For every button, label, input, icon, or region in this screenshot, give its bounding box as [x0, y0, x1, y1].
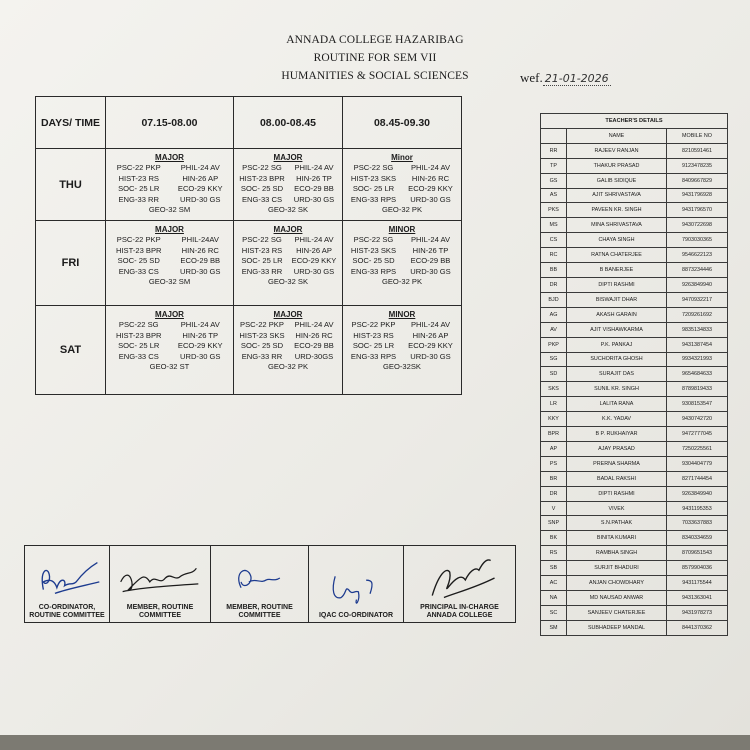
subject-entry: PSC-22 SG	[353, 235, 394, 244]
subject-entry: HIN-26 RC	[295, 330, 333, 340]
teacher-mobile: 9470932217	[667, 292, 728, 307]
subject-entry: PHIL-24 AV	[180, 320, 220, 329]
subject-entry: HIST-23 SKS	[350, 173, 397, 183]
subject-entry: HIST-23 BPR	[115, 245, 162, 255]
table-surface	[0, 735, 750, 750]
signature-label-1b: ROUTINE COMMITTEE	[29, 612, 105, 619]
subject-entry: URD-30GS	[294, 351, 334, 361]
subject-entry: ENG-33 CS	[118, 266, 159, 276]
teacher-name: BISWAJIT DHAR	[567, 292, 667, 307]
subject-entry: SOC- 25 LR	[118, 341, 160, 350]
subject-entry: PSC-22 PKP	[240, 320, 284, 329]
teacher-name: RAMBHA SINGH	[567, 546, 667, 561]
teacher-code: MS	[541, 218, 567, 233]
teacher-code: SC	[541, 605, 567, 620]
routine-cell	[343, 221, 462, 306]
subject-entry: PHIL-24 AV	[294, 320, 334, 329]
subject-entry: SOC- 25 SD	[352, 256, 395, 265]
signature-label-5a: PRINCIPAL IN-CHARGE	[420, 604, 499, 611]
subject-entry: GEO-32 PK	[267, 362, 309, 371]
subject-entry: URD-30 GS	[410, 266, 451, 276]
routine-cell	[234, 149, 343, 221]
teacher-code: GS	[541, 173, 567, 188]
course-type: MAJOR	[273, 225, 303, 234]
teacher-row	[541, 605, 728, 620]
teacher-mobile: 9654684633	[667, 367, 728, 382]
teacher-row	[541, 233, 728, 248]
subject-entry: URD-30 GS	[293, 194, 335, 204]
teacher-mobile: 9472777045	[667, 427, 728, 442]
teacher-mobile: 8271744454	[667, 471, 728, 486]
corner-header: DAYS/ TIME	[36, 97, 106, 149]
teacher-code: RC	[541, 248, 567, 263]
teacher-code: RS	[541, 546, 567, 561]
routine-cell	[106, 306, 234, 395]
teacher-row	[541, 620, 728, 635]
teacher-row	[541, 591, 728, 606]
teacher-mobile: 9430742720	[667, 412, 728, 427]
routine-cell	[343, 306, 462, 395]
teacher-code: SG	[541, 352, 567, 367]
subject-entry: PSC-22 SG	[242, 163, 282, 172]
teacher-row	[541, 382, 728, 397]
subject-entry: ECO-29 KKY	[177, 341, 223, 350]
signature-label-5b: ANNADA COLLEGE	[426, 612, 493, 619]
subject-entry: HIST-23 RS	[241, 245, 283, 255]
subject-entry: ECO-29 KKY	[408, 184, 453, 193]
routine-row	[36, 221, 462, 306]
teacher-name: SUBHADEEP MANDAL	[567, 620, 667, 635]
teacher-code: PS	[541, 456, 567, 471]
subject-entry: URD-30 GS	[410, 194, 451, 204]
teacher-row	[541, 352, 728, 367]
teacher-name: SUCHORITA GHOSH	[567, 352, 667, 367]
teacher-code: SNP	[541, 516, 567, 531]
teacher-row	[541, 501, 728, 516]
subject-entry: ENG-33 RPS	[350, 351, 397, 361]
signature-box-member-1	[110, 546, 211, 623]
teacher-name: SUNIL KR. SINGH	[567, 382, 667, 397]
subject-entry: GEO-32 SM	[148, 277, 191, 286]
course-type: MINOR	[388, 310, 416, 319]
slot-header-2: 08.00-08.45	[234, 97, 343, 149]
teacher-name: RAJEEV RANJAN	[567, 143, 667, 158]
teacher-row	[541, 576, 728, 591]
subject-entry: PHIL-24 AV	[410, 320, 451, 329]
routine-title: ROUTINE FOR SEM VII	[313, 52, 437, 64]
teacher-code: AC	[541, 576, 567, 591]
subject-entry: GEO-32 SK	[267, 205, 309, 214]
teacher-row	[541, 263, 728, 278]
teacher-mobile: 7209261692	[667, 307, 728, 322]
subject-entry: PHIL-24 AV	[410, 235, 451, 244]
signature-box-iqac	[309, 546, 404, 623]
teacher-name: GALIB SIDIQUE	[567, 173, 667, 188]
subject-entry: ECO-29 KKY	[408, 341, 453, 350]
subject-entry: PSC-22 SG	[353, 163, 394, 172]
teacher-row	[541, 531, 728, 546]
teacher-mobile: 9263849940	[667, 486, 728, 501]
subject-entry: SOC- 25 LR	[241, 256, 283, 265]
teacher-row	[541, 173, 728, 188]
teachers-table	[540, 113, 728, 636]
teacher-code: AP	[541, 441, 567, 456]
teacher-row	[541, 218, 728, 233]
teacher-code: SKS	[541, 382, 567, 397]
teacher-name: CHAYA SINGH	[567, 233, 667, 248]
subject-entry: URD-30 GS	[293, 266, 335, 276]
teacher-mobile: 8409667829	[667, 173, 728, 188]
teacher-code: TP	[541, 158, 567, 173]
teacher-row	[541, 292, 728, 307]
teacher-name: AJIT VISHAWKARMA	[567, 322, 667, 337]
subject-entry: GEO-32 SM	[148, 205, 191, 214]
teacher-code: AV	[541, 322, 567, 337]
teacher-mobile: 9431363041	[667, 591, 728, 606]
teacher-name: AJIT SHRIVASTAVA	[567, 188, 667, 203]
subject-entry: PHIL-24AV	[181, 235, 219, 244]
teacher-code: BJD	[541, 292, 567, 307]
routine-cell	[234, 306, 343, 395]
signature-coordinator-icon	[26, 552, 108, 604]
subject-entry: ENG-33 RR	[241, 266, 283, 276]
teacher-row	[541, 427, 728, 442]
subject-entry: ECO-29 BB	[410, 256, 451, 265]
teachers-code-header	[541, 128, 567, 143]
teacher-name: SURJIT BHADURI	[567, 561, 667, 576]
subject-entry: ECO-29 BB	[180, 256, 221, 265]
teacher-mobile: 8873234446	[667, 263, 728, 278]
effective-date	[520, 70, 611, 86]
teacher-row	[541, 367, 728, 382]
teacher-name: PRERNA SHARMA	[567, 456, 667, 471]
slot-header-3: 08.45-09.30	[343, 97, 462, 149]
teacher-mobile: 9123478235	[667, 158, 728, 173]
teacher-code: PKP	[541, 337, 567, 352]
wef-label: wef.	[520, 70, 543, 85]
course-type: MAJOR	[273, 310, 303, 319]
teacher-mobile: 9934321993	[667, 352, 728, 367]
teacher-code: SD	[541, 367, 567, 382]
subject-entry: ENG-33 CS	[118, 351, 159, 361]
subject-entry: SOC- 25 LR	[118, 184, 160, 193]
signature-box-coordinator	[25, 546, 110, 623]
day-label: FRI	[36, 221, 106, 306]
teacher-mobile: 9308153547	[667, 397, 728, 412]
teacher-name: S.N.PATHAK	[567, 516, 667, 531]
subject-entry: HIN-26 RC	[181, 245, 219, 255]
routine-table	[35, 96, 462, 395]
signature-box-principal	[404, 546, 516, 623]
subject-entry: HIN-26 AP	[296, 245, 332, 255]
subject-entry: HIN-26 RC	[411, 173, 450, 183]
subject-entry: HIST-23 SKS	[239, 330, 285, 340]
teacher-mobile: 8210591461	[667, 143, 728, 158]
signature-label-3a: MEMBER, ROUTINE	[226, 604, 293, 611]
teacher-mobile: 9304404779	[667, 456, 728, 471]
teacher-mobile: 7250225561	[667, 441, 728, 456]
subject-entry: GEO-32SK	[383, 362, 421, 371]
teacher-mobile: 8709651543	[667, 546, 728, 561]
teacher-mobile: 9431195353	[667, 501, 728, 516]
subject-entry: ECO-29 BB	[294, 341, 334, 350]
teacher-name: DIPTI RASHMI	[567, 486, 667, 501]
subject-entry: PHIL-24 AV	[410, 163, 451, 172]
teacher-row	[541, 158, 728, 173]
teacher-mobile: 9263849940	[667, 277, 728, 292]
teachers-title: TEACHER'S DETAILS	[541, 114, 728, 129]
teacher-mobile: 7033637883	[667, 516, 728, 531]
teacher-mobile: 9431978273	[667, 605, 728, 620]
teacher-code: SB	[541, 561, 567, 576]
teacher-mobile: 9546622123	[667, 248, 728, 263]
teacher-name: K.K. YADAV	[567, 412, 667, 427]
routine-cell	[106, 149, 234, 221]
teacher-code: LR	[541, 397, 567, 412]
teacher-name: VIVEK	[567, 501, 667, 516]
teacher-name: AJAY PRASAD	[567, 441, 667, 456]
teacher-code: BPR	[541, 427, 567, 442]
teacher-row	[541, 277, 728, 292]
subject-entry: HIST-23 BPR	[239, 173, 285, 183]
teacher-name: B P. RUKHAIYAR	[567, 427, 667, 442]
teacher-code: RR	[541, 143, 567, 158]
teacher-name: PAVEEN KR. SINGH	[567, 203, 667, 218]
teacher-row	[541, 471, 728, 486]
subject-entry: HIST-23 SKS	[350, 245, 397, 255]
teacher-code: SM	[541, 620, 567, 635]
faculty-title: HUMANITIES & SOCIAL SCIENCES	[281, 70, 469, 82]
subject-entry: SOC- 25 LR	[352, 184, 395, 193]
teacher-name: B BANERJEE	[567, 263, 667, 278]
signature-member-1-icon	[111, 552, 209, 604]
teacher-row	[541, 248, 728, 263]
routine-cell	[343, 149, 462, 221]
subject-entry: URD-30 GS	[179, 351, 221, 361]
teacher-code: CS	[541, 233, 567, 248]
teacher-mobile: 9431387454	[667, 337, 728, 352]
teacher-name: BADAL RAKSHI	[567, 471, 667, 486]
teacher-code: NA	[541, 591, 567, 606]
routine-cell	[106, 221, 234, 306]
teacher-mobile: 9835134833	[667, 322, 728, 337]
teacher-row	[541, 412, 728, 427]
teacher-mobile: 8441370362	[667, 620, 728, 635]
teacher-name: MINA SHRIVASTAVA	[567, 218, 667, 233]
teacher-name: P.K. PANKAJ	[567, 337, 667, 352]
teacher-mobile: 9431796570	[667, 203, 728, 218]
course-type: Minor	[391, 153, 413, 162]
subject-entry: ECO-29 KKY	[177, 184, 223, 193]
teacher-name: SURAJIT DAS	[567, 367, 667, 382]
teacher-row	[541, 456, 728, 471]
teacher-name: MD NAUSAD ANWAR	[567, 591, 667, 606]
course-type: MAJOR	[273, 153, 303, 162]
teacher-name: ANJAN CHOWDHARY	[567, 576, 667, 591]
subject-entry: ENG-33 RPS	[350, 194, 397, 204]
subject-entry: ENG-33 CS	[241, 194, 283, 204]
course-type: MINOR	[388, 225, 416, 234]
teacher-row	[541, 322, 728, 337]
teacher-name: LALITA RANA	[567, 397, 667, 412]
subject-entry: HIST-23 BPR	[115, 330, 162, 340]
subject-entry: PHIL-24 AV	[294, 163, 334, 172]
teacher-row	[541, 188, 728, 203]
teacher-code: AS	[541, 188, 567, 203]
routine-cell	[234, 221, 343, 306]
teacher-row	[541, 337, 728, 352]
teachers-mobile-header: MOBILE NO	[667, 128, 728, 143]
teacher-row	[541, 561, 728, 576]
teacher-row	[541, 486, 728, 501]
teacher-row	[541, 307, 728, 322]
subject-entry: PHIL-24 AV	[294, 235, 334, 244]
subject-entry: ECO-29 BB	[294, 184, 334, 193]
signature-label-4a: IQAC CO-ORDINATOR	[318, 612, 394, 619]
teacher-code: KKY	[541, 412, 567, 427]
subject-entry: HIN-26 TP	[412, 245, 449, 255]
subject-entry: HIN-26 AP	[412, 330, 449, 340]
subject-entry: HIST-23 RS	[118, 173, 159, 183]
teacher-code: BB	[541, 263, 567, 278]
teacher-mobile: 8789819433	[667, 382, 728, 397]
subject-entry: GEO-32 PK	[381, 277, 423, 286]
teacher-name: BINITA KUMARI	[567, 531, 667, 546]
teacher-row	[541, 546, 728, 561]
subject-entry: PSC-22 SG	[242, 235, 282, 244]
teacher-code: DR	[541, 486, 567, 501]
subject-entry: PSC-22 PKP	[116, 163, 161, 172]
slot-header-1: 07.15-08.00	[106, 97, 234, 149]
subject-entry: URD-30 GS	[179, 266, 221, 276]
signature-box-member-2	[211, 546, 309, 623]
subject-entry: SOC- 25 LR	[352, 341, 395, 350]
subject-entry: ENG-33 RR	[118, 194, 159, 204]
teacher-name: SANJEEV CHATERJEE	[567, 605, 667, 620]
routine-row	[36, 306, 462, 395]
subject-entry: HIN-26 TP	[296, 173, 332, 183]
signature-label-3b: COMMITTEE	[238, 612, 281, 619]
subject-entry: PSC-22 SG	[118, 320, 159, 329]
teacher-row	[541, 143, 728, 158]
teachers-name-header: NAME	[567, 128, 667, 143]
teacher-code: PKS	[541, 203, 567, 218]
course-type: MAJOR	[155, 225, 184, 234]
teacher-code: DR	[541, 277, 567, 292]
subject-entry: SOC- 25 SD	[117, 256, 160, 265]
teacher-mobile: 9430722698	[667, 218, 728, 233]
subject-entry: GEO-32 PK	[381, 205, 423, 214]
subject-entry: ECO-29 KKY	[291, 256, 337, 265]
teacher-mobile: 8340334659	[667, 531, 728, 546]
teacher-mobile: 9431175544	[667, 576, 728, 591]
teacher-name: RATNA CHATERJEE	[567, 248, 667, 263]
subject-entry: PHIL-24 AV	[180, 163, 220, 172]
teacher-row	[541, 397, 728, 412]
teacher-row	[541, 203, 728, 218]
college-name: ANNADA COLLEGE HAZARIBAG	[286, 34, 464, 46]
subject-entry: PSC-22 PKP	[351, 320, 396, 329]
teacher-row	[541, 441, 728, 456]
subject-entry: GEO-32 ST	[149, 362, 190, 371]
subject-entry: URD-30 GS	[179, 194, 221, 204]
subject-entry: URD-30 GS	[410, 351, 451, 361]
teacher-mobile: 7903030365	[667, 233, 728, 248]
subject-entry: HIN-26 AP	[182, 173, 219, 183]
course-type: MAJOR	[155, 310, 184, 319]
day-label: THU	[36, 149, 106, 221]
signature-label-2b: COMMITTEE	[139, 612, 181, 619]
subject-entry: SOC- 25 SD	[240, 184, 284, 193]
signature-member-2-icon	[212, 552, 307, 604]
subject-entry: SOC- 25 SD	[240, 341, 284, 350]
teacher-mobile: 8579904036	[667, 561, 728, 576]
signature-label-2a: MEMBER, ROUTINE	[126, 604, 194, 611]
subject-entry: ENG-33 RR	[241, 351, 283, 361]
teacher-code: BR	[541, 471, 567, 486]
subject-entry: HIN-26 TP	[182, 330, 219, 340]
signature-principal-icon	[405, 552, 514, 604]
signature-iqac-icon	[310, 560, 402, 612]
teacher-name: DIPTI RASHMI	[567, 277, 667, 292]
teacher-name: THAKUR PRASAD	[567, 158, 667, 173]
teacher-code: BK	[541, 531, 567, 546]
teacher-name: AKASH GARAIN	[567, 307, 667, 322]
signature-label-1a: CO-ORDINATOR,	[38, 604, 96, 611]
subject-entry: GEO-32 SK	[267, 277, 309, 286]
routine-row	[36, 149, 462, 221]
subject-entry: ENG-33 RPS	[350, 266, 397, 276]
teacher-code: V	[541, 501, 567, 516]
signature-table	[24, 545, 516, 623]
course-type: MAJOR	[155, 153, 184, 162]
teacher-mobile: 9431796928	[667, 188, 728, 203]
subject-entry: PSC-22 PKP	[116, 235, 161, 244]
subject-entry: HIST-23 RS	[353, 330, 394, 340]
teacher-row	[541, 516, 728, 531]
wef-date: 21-01-2026	[544, 72, 609, 85]
day-label: SAT	[36, 306, 106, 395]
teacher-code: AG	[541, 307, 567, 322]
